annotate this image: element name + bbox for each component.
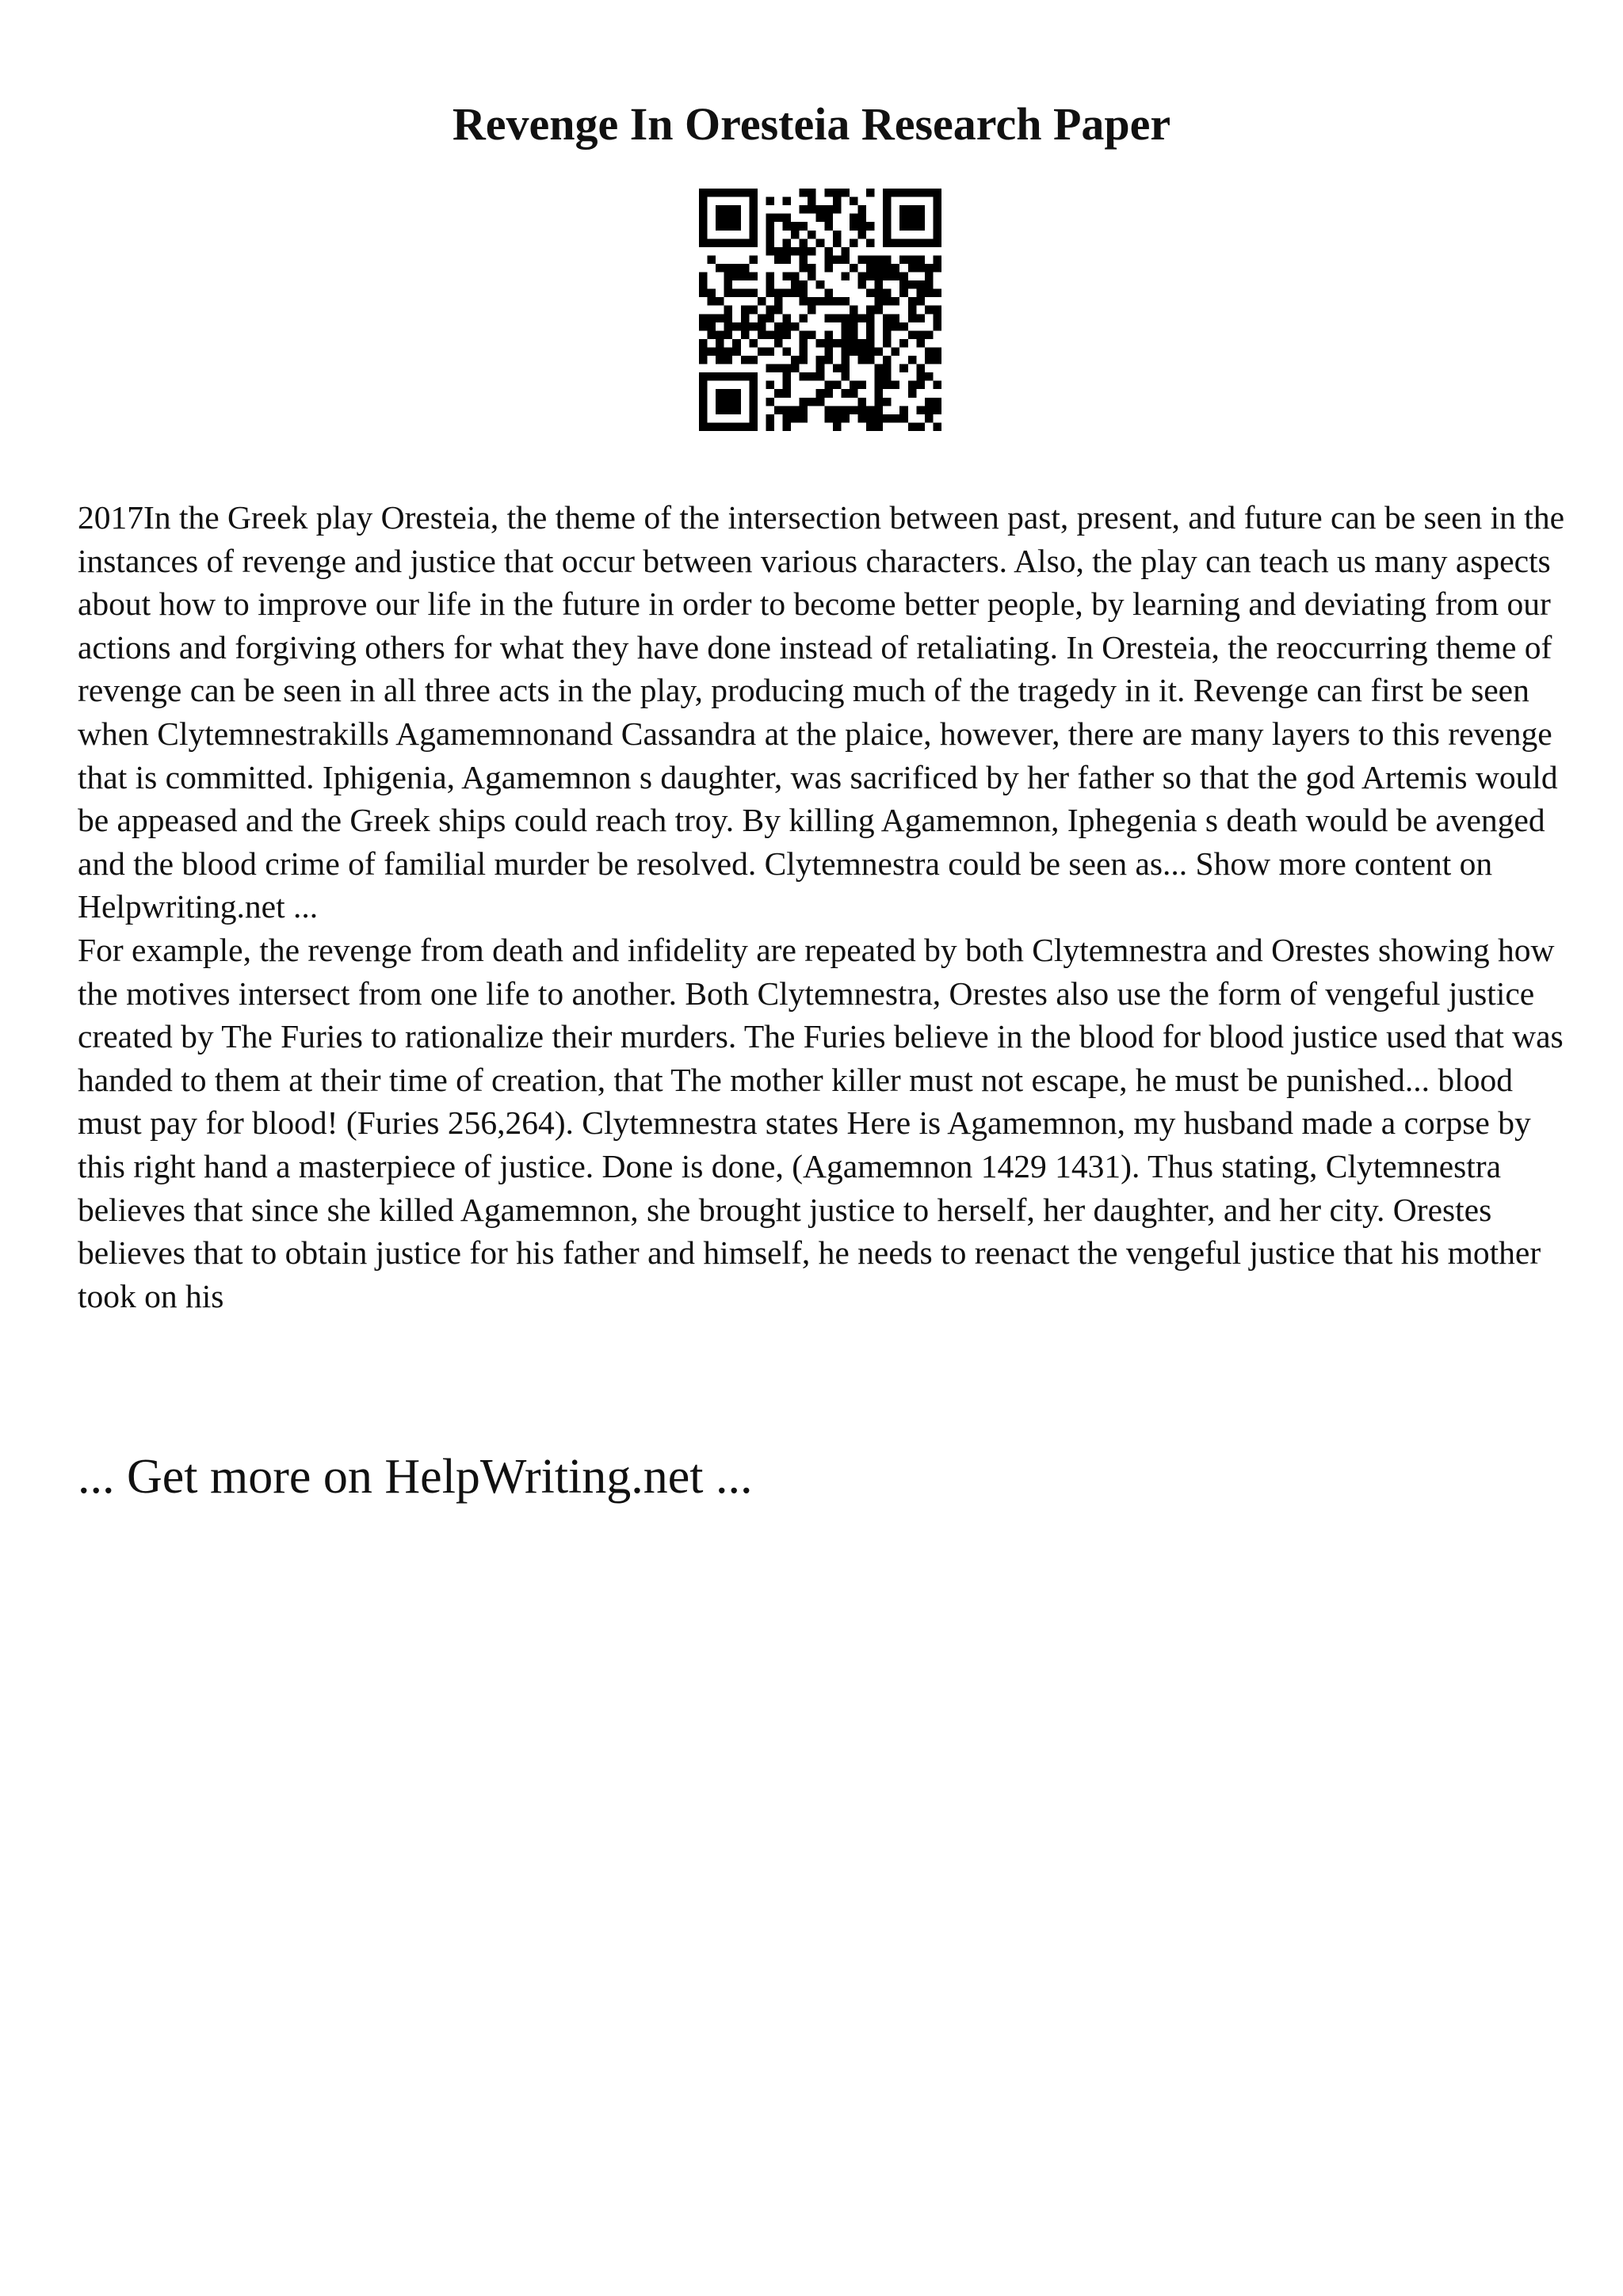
get-more-link[interactable]: ... Get more on HelpWriting.net ... — [78, 1450, 753, 1504]
paragraph-2: For example, the revenge from death and infidelity are repeated by both Clytemnestra and Orestes showing how the motives intersect from one life to another. Both Clytemnestra, Orestes also use the form of vengeful justice created by The Furies to rationalize their murders. The Furies believe in the blood for blood justice used that was handed to them at their time of creation, that The mother killer must not escape, he must be punished... blood must pay for blood! (Furies 256,264). Clytemnestra states Here is Agamemnon, my husband made a corpse by this right hand a masterpiece of justice. Done is done, (Agamemnon 1429 1431). Thus stating, Clytemnestra believes that since she killed Agamemnon, she brought justice to herself, her daughter, and her city. Orestes believes that to obtain justice for his father and himself, he needs to reenact the vengeful justice that his mother took on his — [78, 931, 1564, 1314]
page-title: Revenge In Oresteia Research Paper — [452, 98, 1171, 150]
document-body — [78, 496, 1568, 1318]
paragraph-1: 2017In the Greek play Oresteia, the theme of the intersection between past, present, and future can be seen in the instances of revenge and justice that occur between various characters. Also, the play can teach us many aspects about how to improve our life in the future in order to become better people, by learning and deviating from our actions and forgiving others for what they have done instead of retaliating. In Oresteia, the reoccurring theme of revenge can be seen in all three acts in the play, producing much of the tragedy in it. Revenge can first be seen when Clytemnestrakills Agamemnonand Cassandra at the plaice, however, there are many layers to this revenge that is committed. Iphigenia, Agamemnon s daughter, was sacrificed by her father so that the god Artemis would be appeased and the Greek ships could reach troy. By killing Agamemnon, Iphegenia s death would be avenged and the blood crime of familial murder be resolved. Clytemnestra could be seen as... Show more content on Helpwriting.net ... — [78, 499, 1565, 925]
qr-code-icon — [699, 189, 941, 431]
